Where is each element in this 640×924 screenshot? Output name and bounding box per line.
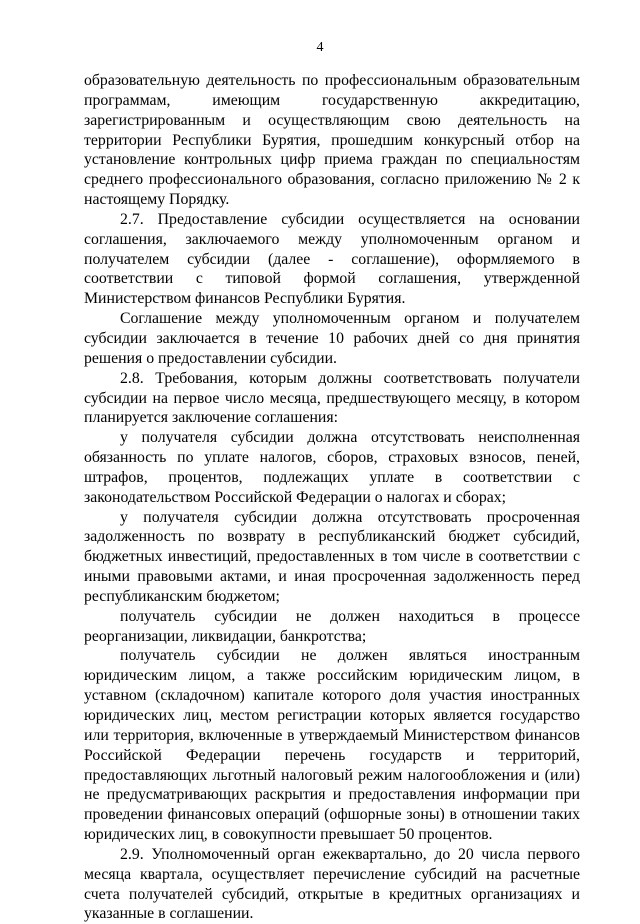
paragraph-req-reorg: получатель субсидии не должен находиться в процессе реорганизации, ликвидации, банкротства;	[84, 607, 580, 645]
document-body	[84, 71, 580, 924]
page-number: 4	[316, 40, 324, 55]
paragraph-p-2-7: 2.7. Предоставление субсидии осуществляется на основании соглашения, заключаемого между уполномоченным органом и получателем субсидии (далее - соглашение), оформляемого в соответствии с типовой формой соглашения, утвержденной Министерством финансов Республики Бурятия.	[84, 210, 580, 308]
paragraph-p-agreement: Соглашение между уполномоченным органом и получателем субсидии заключается в течение 10 рабочих дней со дня принятия решения о предоставлении субсидии.	[84, 310, 580, 367]
paragraph-p-2-8: 2.8. Требования, которым должны соответствовать получатели субсидии на первое число месяца, предшествующего месяцу, в котором планируется заключение соглашения:	[84, 369, 580, 427]
paragraph-p-2-9: 2.9. Уполномоченный орган ежеквартально, до 20 числа первого месяца квартала, осуществляет перечисление субсидий на расчетные счета получателей субсидий, открытые в кредитных организациях и указанные в соглашении.	[84, 845, 580, 923]
paragraph-req-foreign: получатель субсидии не должен являться иностранным юридическим лицом, а также российским юридическим лицом, в уставном (складочном) капитале которого доля участия иностранных юридических лиц, местом регистрации которых является государство или территория, включенные в утверждаемый Министерством финансов Российской Федерации перечень государств и территорий, предоставляющих льготный налоговый режим налогообложения и (или) не предусматривающих раскрытия и предоставления информации при проведении финансовых операций (офшорные зоны) в отношении таких юридических лиц, в совокупности превышает 50 процентов.	[84, 647, 580, 844]
paragraph-req-debt: у получателя субсидии должна отсутствовать просроченная задолженность по возврату в республиканский бюджет субсидий, бюджетных инвестиций, предоставленных в том числе в соответствии с иными правовыми актами, и иная просроченная задолженность перед республиканским бюджетом;	[84, 508, 580, 605]
paragraph-req-tax: у получателя субсидии должна отсутствовать неисполненная обязанность по уплате налогов, сборов, страховых взносов, пеней, штрафов, процентов, подлежащих уплате в соответствии с законодательством Российской Федерации о налогах и сборах;	[84, 429, 580, 506]
paragraph-continuation: образовательную деятельность по профессиональным образовательным программам, имеющим государственную аккредитацию, зарегистрированным и осуществляющим свою деятельность на территории Республики Бурятия, прошедшим конкурсный отбор на установление контрольных цифр приема граждан по специальностям среднего профессионального образования, согласно приложению № 2 к настоящему Порядку.	[84, 72, 580, 209]
